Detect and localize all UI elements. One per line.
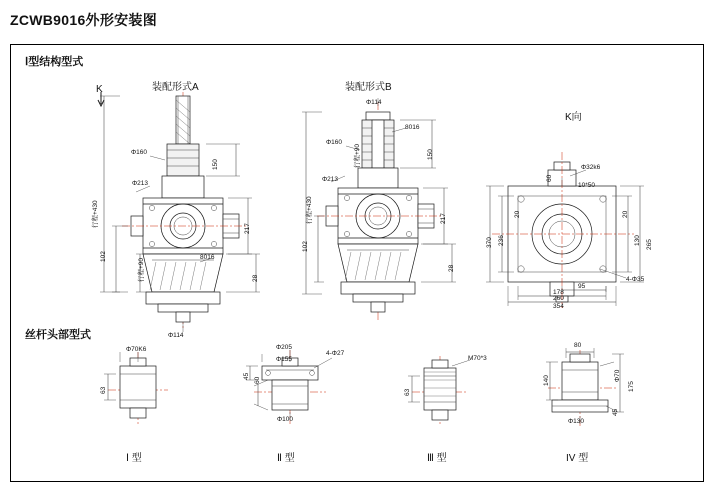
dim-a-28: 28 bbox=[252, 274, 259, 282]
dim-a-217: 217 bbox=[244, 223, 251, 234]
dim-s1-63: 63 bbox=[100, 386, 107, 394]
dim-a-d114: Φ114 bbox=[168, 332, 184, 339]
dim-s2-d205: Φ205 bbox=[276, 344, 293, 351]
dim-b-d160: Φ160 bbox=[326, 139, 343, 146]
dim-b-150: 150 bbox=[427, 149, 434, 160]
dim-b-102: 102 bbox=[302, 241, 309, 252]
dim-a-150: 150 bbox=[212, 159, 219, 170]
screw-head-type-3 bbox=[408, 356, 470, 424]
dim-s1-d70k6: Φ70K6 bbox=[126, 346, 147, 353]
dim-k-265: 265 bbox=[646, 239, 653, 250]
dim-k-20b: 20 bbox=[622, 210, 629, 218]
dim-s2-4xd27: 4-Φ27 bbox=[326, 350, 345, 357]
dim-k-370: 370 bbox=[486, 237, 493, 248]
dim-s3-m70x3: M70*3 bbox=[468, 355, 487, 362]
dim-a-travel430: 行程+430 bbox=[92, 200, 99, 228]
dim-s4-175: 175 bbox=[628, 381, 635, 392]
dim-a-8016: 8016 bbox=[200, 254, 215, 261]
screw-head-type-1 bbox=[104, 352, 168, 424]
dim-s4-80: 80 bbox=[574, 342, 582, 349]
view-b-drawing bbox=[302, 98, 456, 322]
dim-k-95: 95 bbox=[578, 283, 586, 290]
dim-a-d160: Φ160 bbox=[131, 149, 148, 156]
view-a-drawing bbox=[98, 92, 260, 332]
k-direction-marker: K bbox=[96, 84, 103, 95]
dim-k-20a: 20 bbox=[514, 210, 521, 218]
dim-s2-d100: Φ100 bbox=[277, 416, 294, 423]
dim-s4-d130: Φ130 bbox=[568, 418, 585, 425]
dim-s4-45: 45 bbox=[612, 408, 619, 416]
view-k-drawing bbox=[486, 152, 644, 308]
label-screw-head-2: Ⅱ 型 bbox=[277, 453, 295, 464]
dim-b-travel90: 行程+90 bbox=[354, 143, 361, 168]
caption-view-a: 装配形式A bbox=[152, 82, 199, 93]
caption-view-k: K向 bbox=[565, 112, 582, 123]
dim-s4-d70: Φ70 bbox=[614, 369, 621, 382]
dim-a-102: 102 bbox=[100, 251, 107, 262]
dim-a-travel90: 行程+90 bbox=[138, 257, 145, 282]
dim-b-d114: Φ114 bbox=[366, 99, 382, 106]
dim-k-260: 260 bbox=[553, 295, 564, 302]
section-label-structure: Ⅰ型结构型式 bbox=[22, 53, 86, 69]
dim-s3-63: 63 bbox=[404, 388, 411, 396]
dim-k-130: 130 bbox=[634, 235, 641, 246]
page-title: ZCWB9016外形安装图 bbox=[10, 12, 158, 28]
dim-b-travel430: 行程+430 bbox=[306, 196, 313, 224]
dim-b-217: 217 bbox=[440, 213, 447, 224]
dim-s2-60: 60 bbox=[254, 376, 261, 384]
dim-k-4xd35: 4-Φ35 bbox=[626, 276, 645, 283]
dim-b-d213: Φ213 bbox=[322, 176, 339, 183]
dim-k-178: 178 bbox=[553, 289, 564, 296]
dim-b-8016: 8016 bbox=[405, 124, 420, 131]
dim-a-d213: Φ213 bbox=[132, 180, 149, 187]
dim-b-28: 28 bbox=[448, 264, 455, 272]
dim-k-236: 236 bbox=[498, 235, 505, 246]
dim-k-354: 354 bbox=[553, 303, 564, 310]
caption-view-b: 装配形式B bbox=[345, 82, 392, 93]
dim-k-d32k6: Φ32k6 bbox=[581, 164, 601, 171]
dim-s4-140: 140 bbox=[543, 375, 550, 386]
section-label-screw-head: 丝杆头部型式 bbox=[22, 326, 94, 342]
label-screw-head-3: Ⅲ 型 bbox=[427, 453, 447, 464]
dim-s2-45: 45 bbox=[243, 372, 250, 380]
dim-k-60: 60 bbox=[546, 174, 553, 182]
label-screw-head-4: IV 型 bbox=[566, 453, 589, 464]
dim-k-10x50: 10*50 bbox=[578, 182, 595, 189]
label-screw-head-1: Ⅰ 型 bbox=[126, 453, 142, 464]
dim-s2-d155: Φ155 bbox=[276, 356, 293, 363]
